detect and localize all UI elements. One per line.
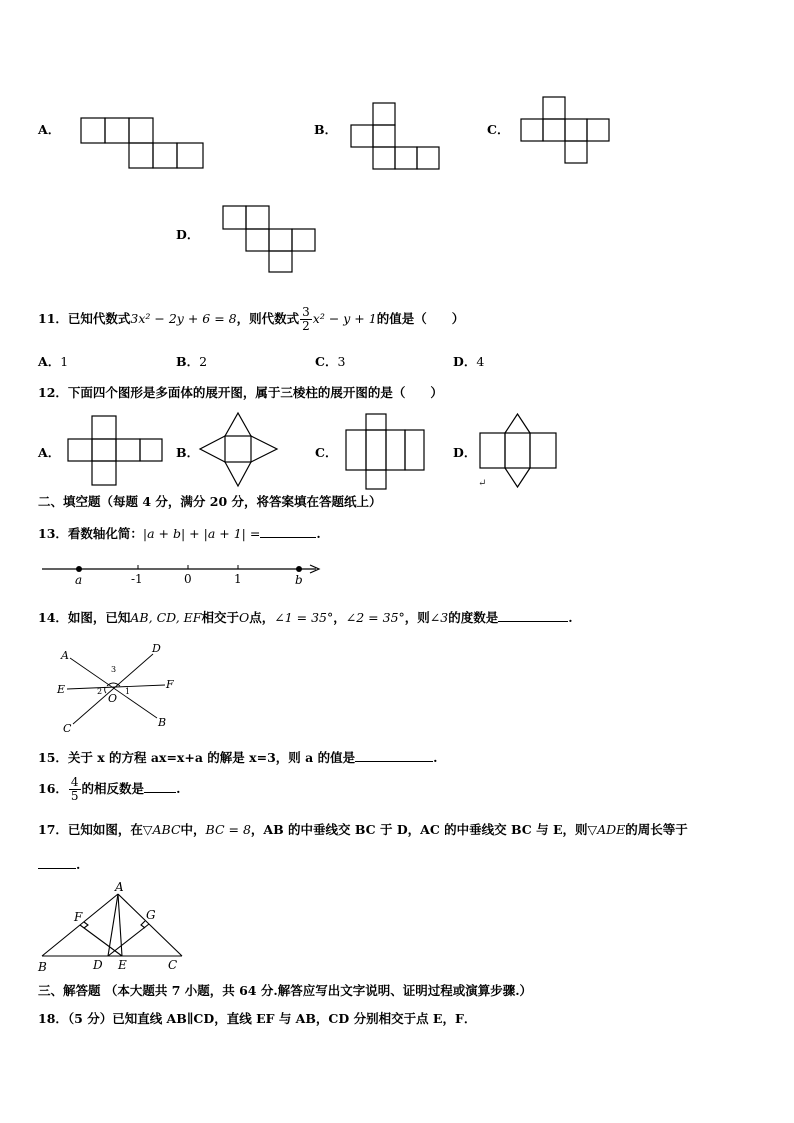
question-12: 12．下面四个图形是多面体的展开图，属于三棱柱的展开图的是（ ） [38, 385, 443, 400]
q12-option-d-net [479, 413, 559, 489]
section-3-title: 三、解答题 （本大题共 7 小题，共 64 分.解答应写出文字说明、证明过程或演算步骤.） [38, 983, 533, 998]
q11-number: 11． [38, 311, 68, 326]
q10-option-c-label: C． [487, 122, 510, 137]
q10-option-b-net [350, 102, 442, 170]
section-2-title: 二、填空题（每题 4 分，满分 20 分，将答案填在答题纸上） [38, 494, 382, 509]
axis-label-0: 0 [184, 572, 192, 586]
q11-frac-den: 2 [302, 319, 310, 333]
question-11 [38, 306, 464, 333]
q16-fraction: $\frac{4}{5}$ [70, 775, 79, 803]
q13-answer-blank[interactable] [260, 525, 316, 538]
q12-option-d-label: D． [453, 445, 477, 460]
axis-label-1: 1 [234, 572, 242, 586]
q12-option-c-label: C． [315, 445, 338, 460]
q11-option-a: A．1 [38, 354, 69, 369]
q11-text-pre: 已知代数式 [67, 311, 131, 326]
q11-option-c: C．3 [315, 354, 346, 369]
q11-expr2: x² − y + 1 [312, 311, 377, 326]
q13-number-line [40, 560, 324, 592]
question-17: 17．已知如图，在▽ABC中，BC = 8，AB 的中垂线交 BC 于 D，AC 的中垂线交 BC 与 E，则▽ADE的周长等于 [38, 822, 688, 837]
question-16: 16． $\frac{4}{5}$ 的相反数是 . [38, 775, 181, 803]
q13-expr: |a + b| + |a + 1| = [142, 526, 261, 541]
q12-option-c-net [345, 413, 427, 491]
q11-text-mid: ，则代数式 [236, 311, 300, 326]
axis-label-b: b [295, 573, 303, 587]
q17-answer-blank[interactable] [38, 856, 76, 869]
q12-option-a-net [67, 415, 165, 487]
q11-expr1: 3x² − 2y + 6 = 8 [130, 311, 237, 326]
q10-option-d-label: D． [176, 227, 200, 242]
q14-answer-blank[interactable] [498, 609, 568, 622]
axis-label-a: a [75, 573, 83, 587]
q16-answer-blank[interactable] [144, 780, 176, 793]
question-18: 18．（5 分）已知直线 AB∥CD，直线 EF 与 AB，CD 分别相交于点 E，F． [38, 1011, 477, 1026]
q17-answer-line: . [38, 856, 80, 873]
q10-option-d-net [222, 205, 318, 273]
q10-option-c-net [520, 96, 612, 164]
q11-fraction [300, 306, 312, 333]
q17-figure [40, 890, 185, 960]
q10-option-a-label: A． [38, 122, 61, 137]
q12-option-a-label: A． [38, 445, 61, 460]
q10-option-a-net [80, 117, 205, 169]
q12-option-b-label: B． [176, 445, 200, 460]
paragraph-mark: ↵ [478, 478, 487, 489]
q11-option-b: B．2 [176, 354, 208, 369]
question-13: 13．看数轴化简：|a + b| + |a + 1| = . [38, 526, 321, 541]
axis-label-neg1: -1 [131, 572, 143, 586]
q12-option-b-net [199, 412, 279, 488]
q11-text-post: 的值是（ ） [376, 311, 465, 326]
q15-answer-blank[interactable] [355, 749, 433, 762]
q11-frac-num: 3 [302, 305, 310, 319]
q10-option-b-label: B． [314, 122, 338, 137]
question-15: 15．关于 x 的方程 ax=x+a 的解是 x=3，则 a 的值是 . [38, 750, 438, 765]
question-14: 14．如图，已知AB, CD, EF相交于O点，∠1 = 35°，∠2 = 35°，则∠3的度数是 . [38, 610, 573, 625]
q11-option-d: D．4 [453, 354, 485, 369]
